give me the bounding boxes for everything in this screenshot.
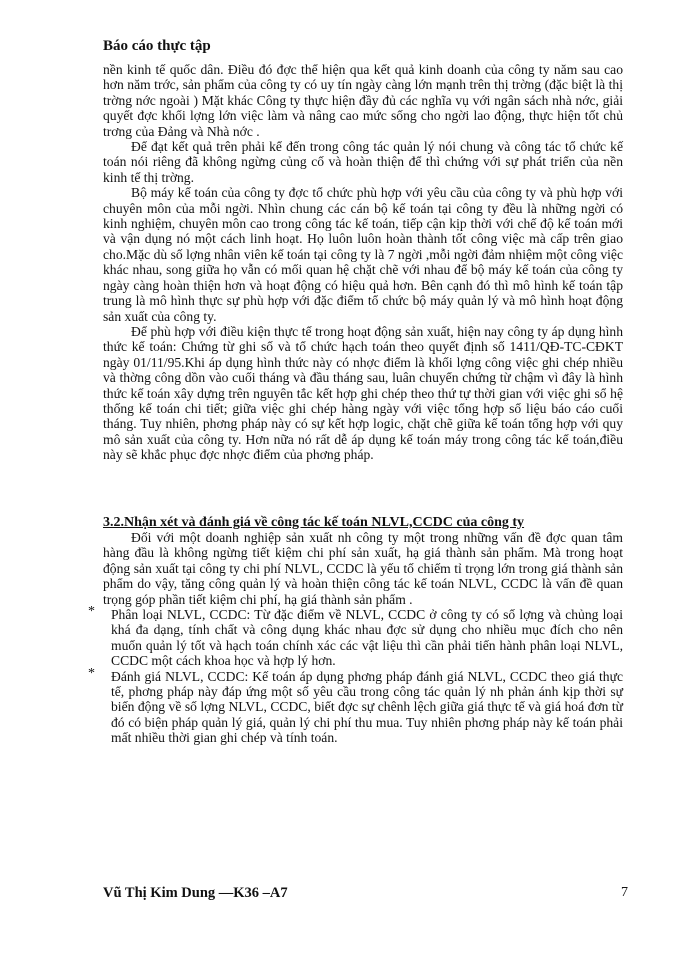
bullet-item xyxy=(88,604,623,669)
section-heading: 3.2.Nhận xét và đánh giá về công tác kế toán NLVL,CCDC của công ty xyxy=(103,514,525,530)
paragraph: Bộ máy kế toán của công ty đợc tổ chức phù hợp với yêu cầu của công ty và phù hợp với chuyên môn của mỗi ngời. Nhìn chung các cán bộ kế toán tại công ty đều là những ngời có kinh nghiệm, chuyên môn cao trong công tác kế toán, tiếp cận kịp thời với chế độ kế toán mới và vận dụng nó một cách linh hoạt. Họ luôn luôn hoàn thành tốt công việc mà cấp trên giao cho.Mặc dù số lợng nhân viên kế toán tại công ty là 7 ngời ,mỗi ngời đảm nhiệm một công việc khác nhau, song giữa họ vẫn có mối quan hệ chặt chẽ với nhau để bộ máy kế toán của công ty ngày càng hoàn thiện hơn và hoạt động có hiệu quả hơn. Bên cạnh đó thì mô hình kế toán tập trung là mô hình thực sự phù hợp với đặc điểm tổ chức bộ máy quản lý và mô hình hoạt động sản xuất của công ty. xyxy=(103,185,623,324)
bullet-mark: * xyxy=(88,604,95,619)
paragraph: Để phù hợp với điều kiện thực tế trong hoạt động sản xuất, hiện nay công ty áp dụng hình thức kế toán: Chứng từ ghi số và tổ chức hạch toán theo quyết định số 1411/QĐ-TC-CĐKT ngày 01/11/95.Khi áp dụng hình thức này có nhợc điểm là khối lợng công việc ghi chép nhiều và thờng công dồn vào cuối tháng và đầu tháng sau, luân chuyển chứng từ chậm vì đây là hình thức kế toán xây dựng trên nguyên tắc kết hợp ghi chép theo thứ tự thời gian với việc ghi sổ hệ thống kế toán chi tiết; giữa việc ghi chép hàng ngày với việc tổng hợp số liệu báo cáo cuối tháng. Tuy nhiên, phơng pháp này có sự kết hợp logic, chặt chẽ giữa kế toán tổng hợp với quy mô sản xuất của công ty. Hơn nữa nó rất dễ áp dụng kế toán máy trong công tác kế toán,điều này sẽ khắc phục đợc nhợc điểm của phơng pháp. xyxy=(103,323,623,463)
bullet-text: Đánh giá NLVL, CCDC: Kế toán áp dụng phơng pháp đánh giá NLVL, CCDC theo giá thực tế, phơng pháp này đáp ứng một số yêu cầu trong công tác quản lý nh phản ánh kịp thời sự biến động về số lợng NLVL, CCDC, biết đợc sự chênh lệch giữa giá thực tế và giá hoá đơn từ đó có biện pháp quản lý giá, quản lý chi phí thu mua. Tuy nhiên phơng pháp này kế toán phải mất nhiều thời gian ghi chép và tính toán. xyxy=(111,668,623,746)
paragraph: Để đạt kết quả trên phải kể đến trong công tác quản lý nói chung và công tác tổ chức kế toán nói riêng đã không ngừng củng cố và hoàn thiện để thì chứng với sự phát triển của nền kinh tế thị trờng. xyxy=(103,139,623,185)
document-header: Báo cáo thực tập xyxy=(103,38,211,54)
page-number: 7 xyxy=(621,885,628,900)
paragraph: nền kinh tế quốc dân. Điều đó đợc thể hiện qua kết quả kinh doanh của công ty năm sau cao hơn năm trớc, sản phẩm của công ty có uy tín ngày càng lớn mạnh trên thị trờng (đặc biệt là thị trờng nớc ngoài ) Mặt khác Công ty thực hiện đầy đủ các nghĩa vụ với ngân sách nhà nớc, giải quyết đợc khối lợng lớn việc làm và nâng cao mức sống cho ngời lao động, thực hiện tốt chủ trơng của Đảng và Nhà nớc . xyxy=(103,62,623,139)
bullet-item xyxy=(88,665,623,746)
section-intro: Đối với một doanh nghiệp sản xuất nh công ty một trong những vấn đề đợc quan tâm hàng đầu là không ngừng tiết kiệm chi phí sản xuất, hạ giá thành sản phẩm. Mà trong hoạt động sản xuất tại công ty chi phí NLVL, CCDC là yếu tố chiếm tỉ trọng lớn trong giá thành sản phẩm do vậy, tăng công quản lý và hoàn thiện công tác kế toán NLVL, CCDC là vấn đề quan trọng góp phần tiết kiệm chi phí, hạ giá thành sản phẩm . xyxy=(103,529,623,607)
bullet-text: Phân loại NLVL, CCDC: Từ đặc điểm về NLVL, CCDC ở công ty có số lợng và chủng loại khá đa dạng, tính chất và công dụng khác nhau đợc sử dụng cho nhiều mục đích cho nên muốn quản lý tốt và hạch toán chính xác các vật liệu thì cần phải tiến hành phân loại NLVL, CCDC một cách khoa học và hợp lý hơn. xyxy=(111,607,623,669)
document-body xyxy=(88,62,623,746)
footer-author: Vũ Thị Kim Dung —K36 –A7 xyxy=(103,885,288,901)
section-spacer xyxy=(103,463,623,515)
bullet-mark: * xyxy=(88,665,95,681)
